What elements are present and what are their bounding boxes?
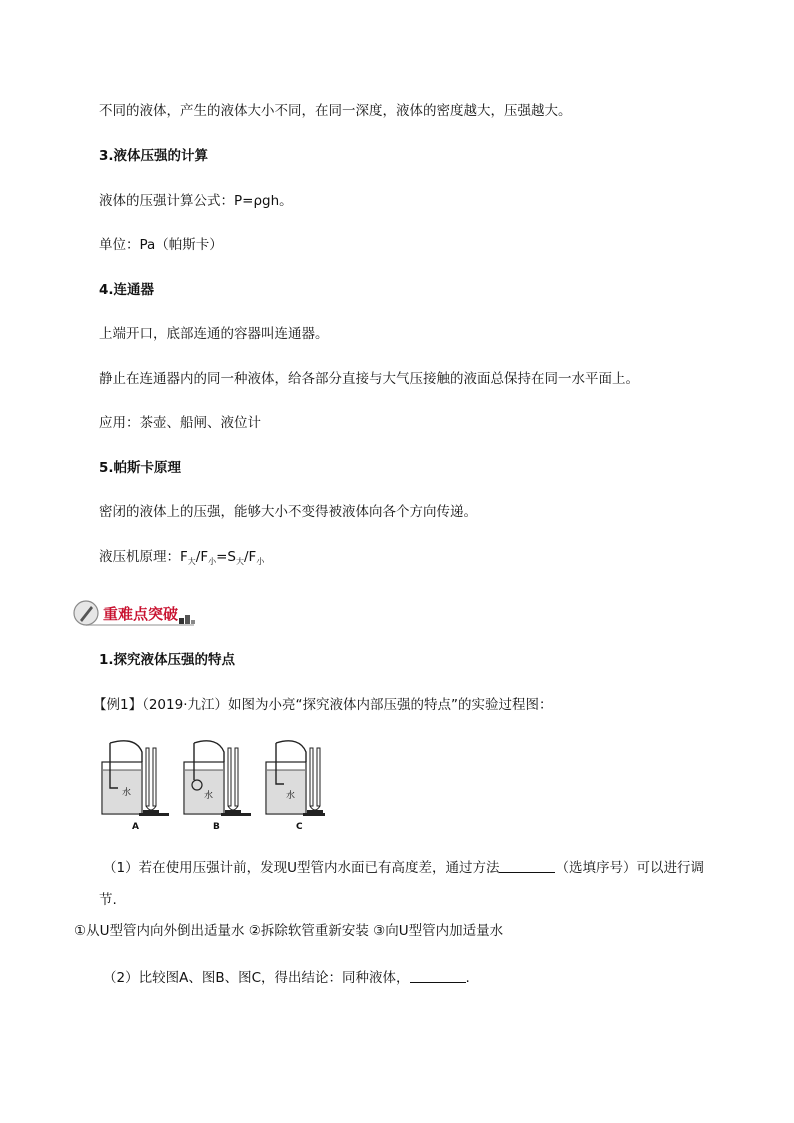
slash-f: /F xyxy=(195,549,209,565)
paragraph-application: 应用：茶壶、船闸、液位计 xyxy=(99,415,261,431)
heading-connector: 4.连通器 xyxy=(99,282,155,298)
hydraulic-prefix: 液压机原理：F xyxy=(99,549,188,565)
paragraph-formula: 液体的压强计算公式：P=ρgh。 xyxy=(99,193,293,209)
question-1-options: ①从U型管内向外倒出适量水 ②拆除软管重新安装 ③向U型管内加适量水 xyxy=(74,923,504,939)
subscript-big-2: 大 xyxy=(235,557,244,566)
question-1-continued: 节. xyxy=(99,892,117,908)
water-label-a: 水 xyxy=(122,788,132,798)
paragraph-pascal: 密闭的液体上的压强，能够大小不变得被液体向各个方向传递。 xyxy=(99,504,477,520)
paragraph-unit: 单位：Pa（帕斯卡） xyxy=(99,237,223,253)
water-label-c: 水 xyxy=(286,791,296,801)
subscript-small-2: 小 xyxy=(256,557,265,566)
heading-calculation: 3.液体压强的计算 xyxy=(99,148,209,164)
heading-explore: 1.探究液体压强的特点 xyxy=(99,652,236,668)
question-1-text-a: （1）若在使用压强计前，发现U型管内水面已有高度差，通过方法 xyxy=(103,860,500,876)
paragraph-definition: 上端开口，底部连通的容器叫连通器。 xyxy=(99,326,329,342)
paragraph-density: 不同的液体，产生的液体大小不同，在同一深度，液体的密度越大，压强越大。 xyxy=(99,103,572,119)
question-2-text-a: （2）比较图A、图B、图C，得出结论：同种液体， xyxy=(103,970,410,986)
figure-label-a: A xyxy=(132,822,139,832)
apparatus-a xyxy=(102,741,169,816)
slash-f-2: /F xyxy=(243,549,257,565)
answer-blank-2[interactable] xyxy=(410,970,466,983)
heading-pascal: 5.帕斯卡原理 xyxy=(99,460,182,476)
water-label-b: 水 xyxy=(204,791,214,801)
figure-label-b: B xyxy=(213,822,220,832)
subscript-big: 大 xyxy=(187,557,196,566)
apparatus-b xyxy=(184,741,251,816)
answer-blank-1[interactable] xyxy=(499,860,555,873)
question-2-text-b: . xyxy=(465,970,470,986)
banner-title: 重难点突破 xyxy=(103,605,179,623)
subscript-small: 小 xyxy=(208,557,217,566)
apparatus-c xyxy=(266,741,325,816)
question-1 xyxy=(103,859,704,877)
paragraph-level: 静止在连通器内的同一种液体，给各部分直接与大气压接触的液面总保持在同一水平面上。 xyxy=(99,371,639,387)
figure-label-c: C xyxy=(296,822,303,832)
example-stem: 【例1】（2019·九江）如图为小亮“探究液体内部压强的特点”的实验过程图： xyxy=(93,697,553,713)
question-1-text-b: （选填序号）可以进行调 xyxy=(555,860,704,876)
experiment-figure xyxy=(98,740,328,835)
paragraph-hydraulic xyxy=(99,548,264,571)
section-banner xyxy=(72,598,197,628)
equals-s: =S xyxy=(216,549,236,565)
question-2 xyxy=(103,969,470,987)
